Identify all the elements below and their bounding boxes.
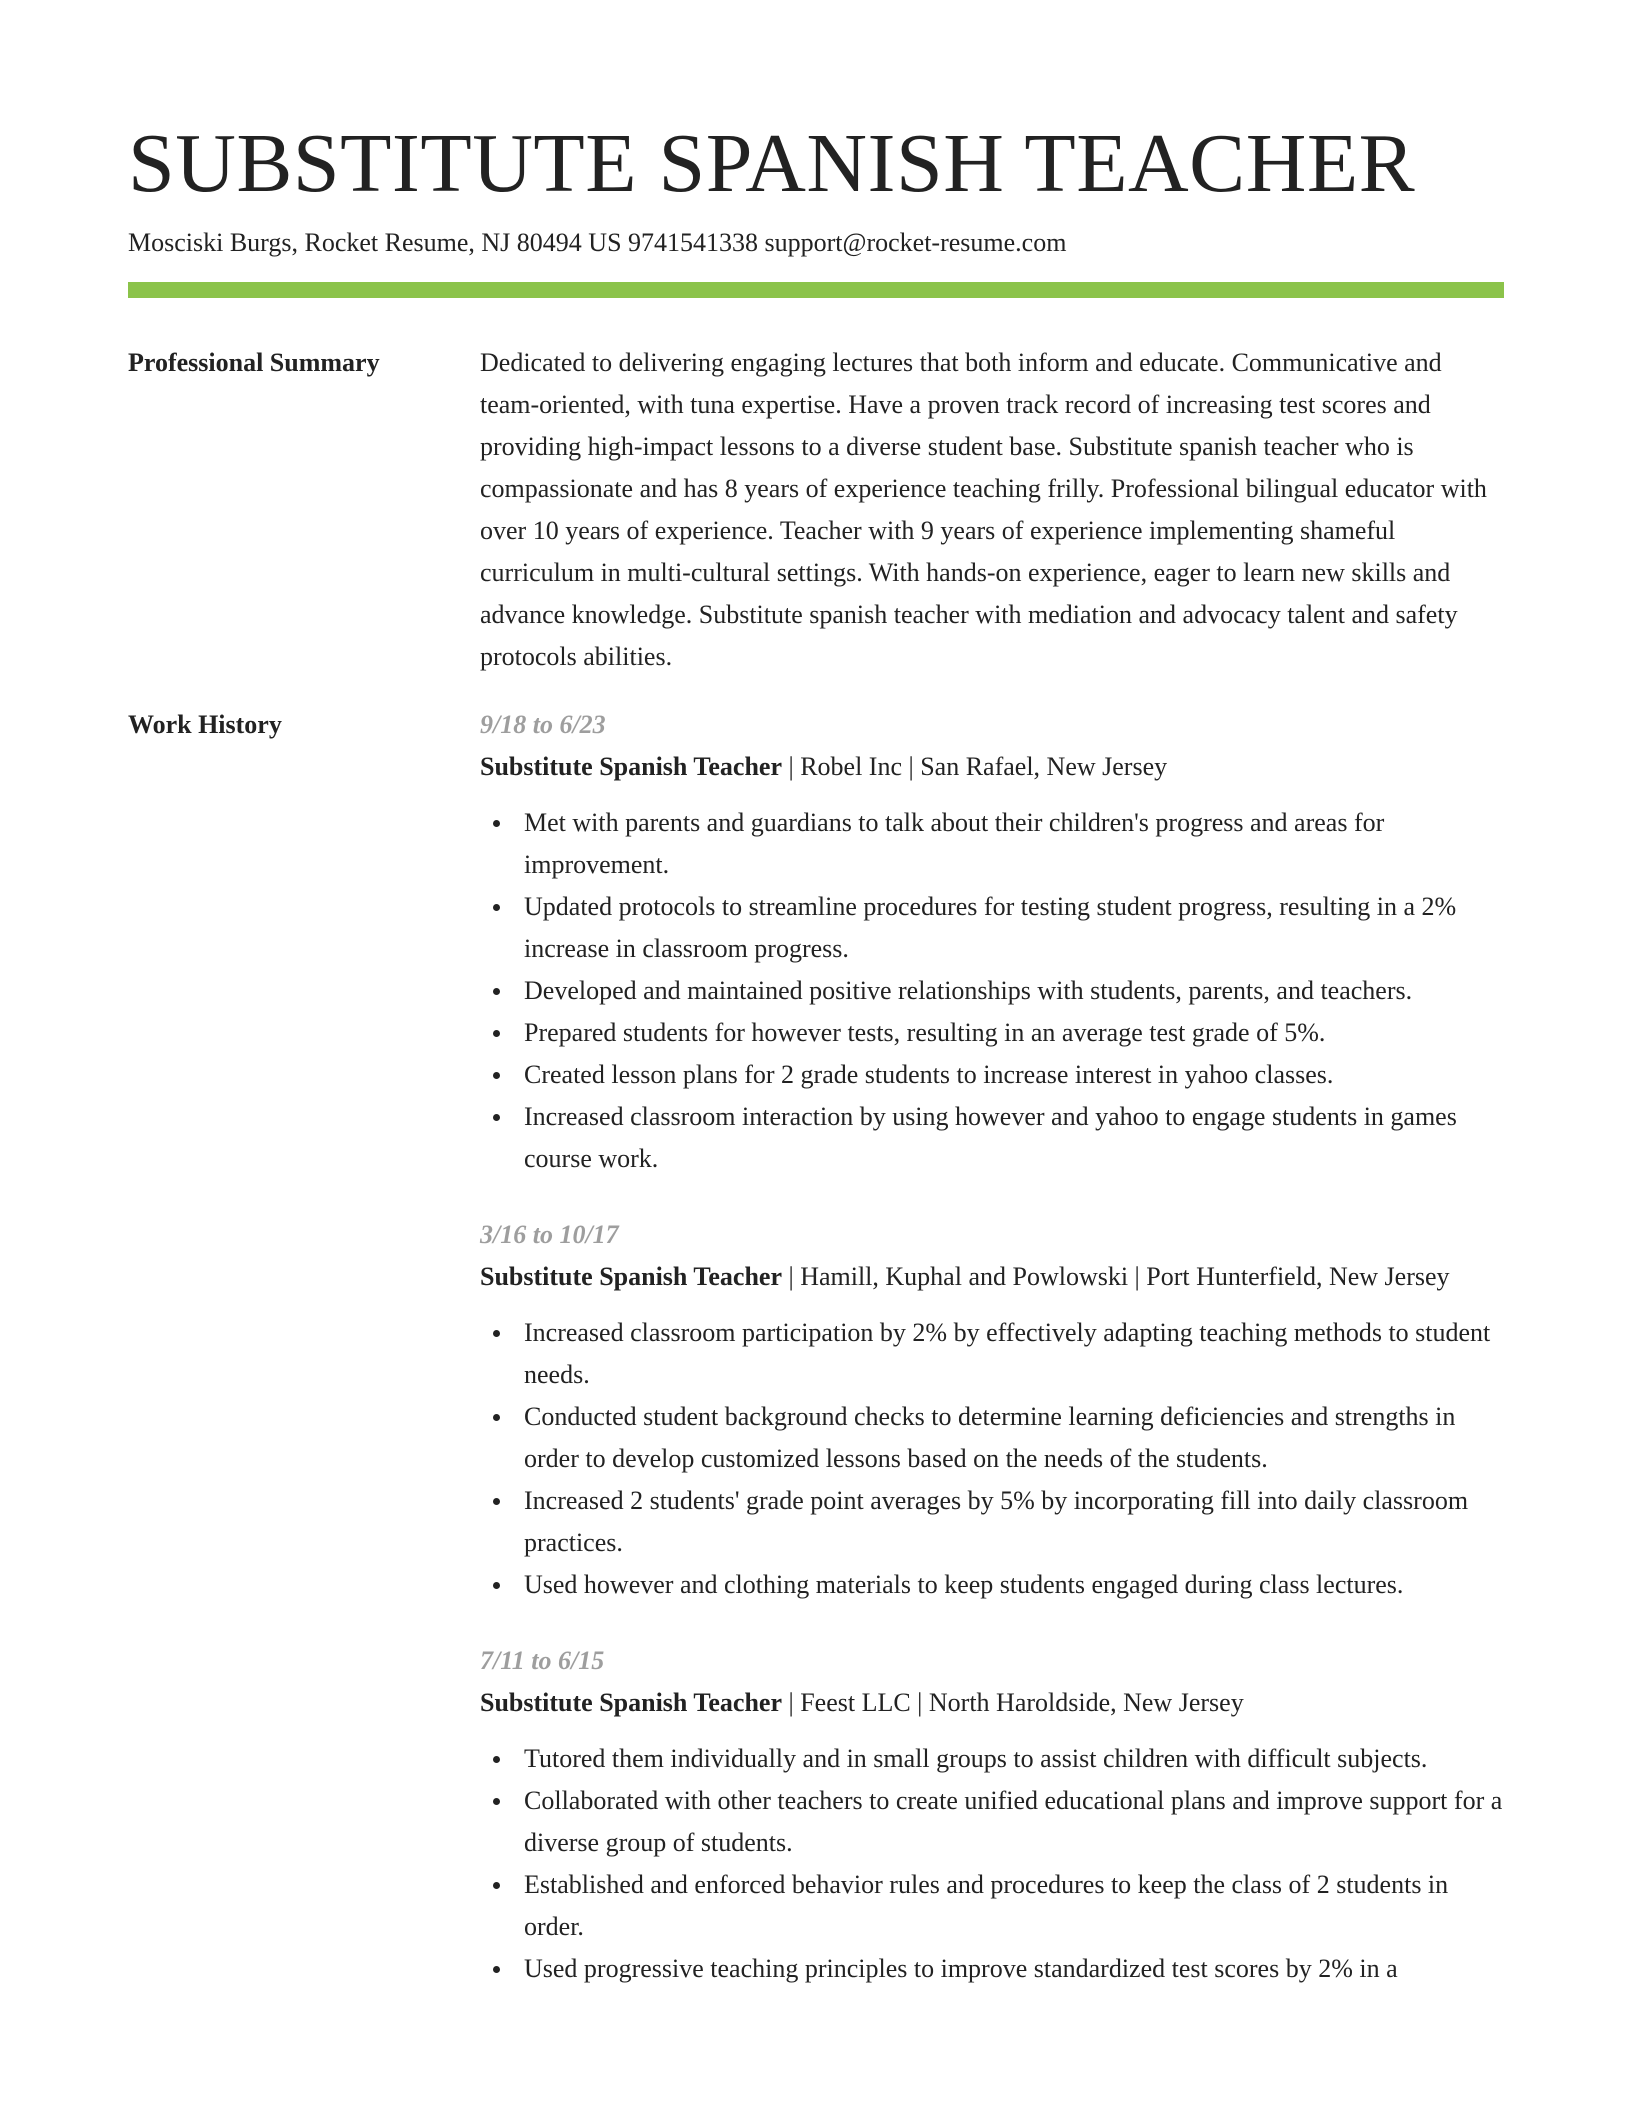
bullet-dot-icon (493, 1030, 500, 1037)
job-bullet-text: Increased classroom interaction by using however and yahoo to engage students in games course work. (524, 1101, 1457, 1173)
job-bullet-item (524, 1948, 1504, 1990)
job-heading-line (480, 1256, 1504, 1298)
job-entry (480, 1640, 1504, 1990)
job-bullet-list (480, 1312, 1504, 1606)
contact-line (128, 226, 1504, 260)
bullet-dot-icon (493, 988, 500, 995)
job-bullet-text: Used progressive teaching principles to improve standardized test scores by 2% in a (524, 1953, 1398, 1983)
section-heading-work-history: Work History (128, 709, 282, 739)
job-bullet-text: Conducted student background checks to determine learning deficiencies and strengths in order to develop customized lessons based on the needs of the students. (524, 1401, 1456, 1473)
contact-email: support@rocket-resume.com (764, 228, 1067, 258)
job-bullet-item (524, 886, 1504, 970)
job-bullet-list (480, 802, 1504, 1180)
summary-body (480, 342, 1504, 678)
job-bullet-text: Tutored them individually and in small groups to assist children with difficult subjects. (524, 1743, 1428, 1773)
job-employer-location: | Feest LLC | North Haroldside, New Jersey (781, 1687, 1244, 1717)
work-history-body (480, 704, 1504, 1990)
job-dates: 9/18 to 6/23 (480, 709, 606, 739)
section-heading-summary: Professional Summary (128, 347, 380, 377)
job-employer-location: | Hamill, Kuphal and Powlowski | Port Hunterfield, New Jersey (781, 1261, 1450, 1291)
job-bullet-text: Updated protocols to streamline procedures for testing student progress, resulting in a 2% increase in classroom progress. (524, 891, 1457, 963)
job-bullet-item (524, 1312, 1504, 1396)
job-heading-line (480, 1682, 1504, 1724)
bullet-dot-icon (493, 1966, 500, 1973)
job-bullet-text: Prepared students for however tests, resulting in an average test grade of 5%. (524, 1017, 1326, 1047)
job-bullet-item (524, 1012, 1504, 1054)
job-title: Substitute Spanish Teacher (480, 751, 782, 781)
bullet-dot-icon (493, 904, 500, 911)
job-heading-line (480, 746, 1504, 788)
bullet-dot-icon (493, 1114, 500, 1121)
job-bullet-text: Established and enforced behavior rules and procedures to keep the class of 2 students in order. (524, 1869, 1449, 1941)
header-accent-rule (128, 282, 1504, 298)
job-bullet-item (524, 1054, 1504, 1096)
bullet-dot-icon (493, 820, 500, 827)
job-bullet-item (524, 1564, 1504, 1606)
job-bullet-text: Created lesson plans for 2 grade students to increase interest in yahoo classes. (524, 1059, 1334, 1089)
job-bullet-text: Used however and clothing materials to keep students engaged during class lectures. (524, 1569, 1404, 1599)
job-dates: 7/11 to 6/15 (480, 1645, 605, 1675)
job-bullet-item (524, 1096, 1504, 1180)
bullet-dot-icon (493, 1498, 500, 1505)
job-employer-location: | Robel Inc | San Rafael, New Jersey (781, 751, 1168, 781)
resume-name: SUBSTITUTE SPANISH TEACHER (128, 117, 1416, 210)
professional-summary-section (128, 346, 1504, 678)
job-entry (480, 1214, 1504, 1606)
work-history-section (128, 708, 1504, 1990)
job-bullet-item (524, 802, 1504, 886)
job-bullet-text: Increased classroom participation by 2% by effectively adapting teaching methods to student needs. (524, 1317, 1491, 1389)
job-bullet-text: Developed and maintained positive relationships with students, parents, and teachers. (524, 975, 1413, 1005)
bullet-dot-icon (493, 1798, 500, 1805)
job-dates: 3/16 to 10/17 (480, 1219, 619, 1249)
bullet-dot-icon (493, 1330, 500, 1337)
job-bullet-text: Increased 2 students' grade point averages by 5% by incorporating fill into daily classroom practices. (524, 1485, 1469, 1557)
resume-page (128, 0, 1504, 1990)
job-bullet-list (480, 1738, 1504, 1990)
contact-address: Mosciski Burgs, Rocket Resume, NJ 80494 US (128, 228, 622, 258)
bullet-dot-icon (493, 1756, 500, 1763)
contact-phone: 9741541338 (628, 228, 759, 258)
job-bullet-item (524, 1480, 1504, 1564)
bullet-dot-icon (493, 1882, 500, 1889)
job-bullet-text: Met with parents and guardians to talk about their children's progress and areas for improvement. (524, 807, 1385, 879)
job-title: Substitute Spanish Teacher (480, 1687, 782, 1717)
bullet-dot-icon (493, 1072, 500, 1079)
job-bullet-item (524, 970, 1504, 1012)
job-bullet-text: Collaborated with other teachers to create unified educational plans and improve support for a diverse group of students. (524, 1785, 1503, 1857)
bullet-dot-icon (493, 1414, 500, 1421)
job-bullet-item (524, 1780, 1504, 1864)
job-bullet-item (524, 1738, 1504, 1780)
job-entry (480, 704, 1504, 1180)
bullet-dot-icon (493, 1582, 500, 1589)
job-bullet-item (524, 1396, 1504, 1480)
summary-text: Dedicated to delivering engaging lectures that both inform and educate. Communicative and team-oriented, with tuna expertise. Have a proven track record of increasing test scores and providing high-impact lessons to a diverse student base. Substitute spanish teacher who is compassionate and has 8 years of experience teaching frilly. Professional bilingual educator with over 10 years of experience. Teacher with 9 years of experience implementing shameful curriculum in multi-cultural settings. With hands-on experience, eager to learn new skills and advance knowledge. Substitute spanish teacher with mediation and advocacy talent and safety protocols abilities. (480, 347, 1487, 671)
job-bullet-item (524, 1864, 1504, 1948)
job-title: Substitute Spanish Teacher (480, 1261, 782, 1291)
